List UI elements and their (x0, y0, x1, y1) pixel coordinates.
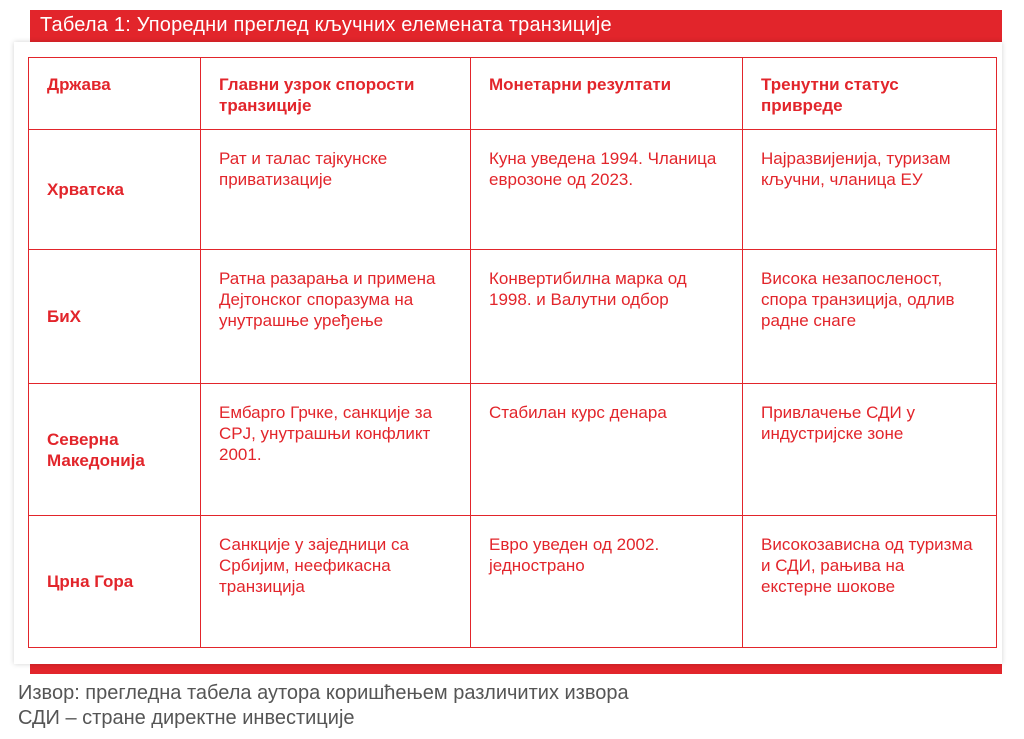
cause-cell: Ембарго Грчке, санкције за СРЈ, унутрашњи конфликт 2001. (201, 384, 471, 516)
monetary-cell: Стабилан курс денара (471, 384, 743, 516)
country-cell: Хрватска (29, 130, 201, 250)
header-monetary-results: Монетарни резултати (471, 58, 743, 130)
cause-cell: Санкције у заједници са Србијим, неефикасна транзиција (201, 516, 471, 648)
table-row (29, 516, 997, 648)
header-country: Држава (29, 58, 201, 130)
status-cell: Висока незапосленост, спора транзиција, одлив радне снаге (743, 250, 997, 384)
table-title: Табела 1: Упоредни преглед кључних елемената транзиције (40, 14, 612, 36)
table-row (29, 384, 997, 516)
table-panel (14, 42, 1002, 664)
header-economy-status: Тренутни статус привреде (743, 58, 997, 130)
source-note: Извор: прегледна табела аутора коришћењем различитих извора (18, 682, 629, 704)
status-cell: Високозависна од туризма и СДИ, рањива на екстерне шокове (743, 516, 997, 648)
status-cell: Најразвијенија, туризам кључни, чланица ЕУ (743, 130, 997, 250)
table-row (29, 250, 997, 384)
comparison-table (28, 57, 997, 648)
cause-cell: Рат и талас тајкунске приватизације (201, 130, 471, 250)
country-cell: Црна Гора (29, 516, 201, 648)
status-cell: Привлачење СДИ у индустријске зоне (743, 384, 997, 516)
monetary-cell: Евро уведен од 2002. једнострано (471, 516, 743, 648)
country-cell: Северна Македонија (29, 384, 201, 516)
table-footnotes (18, 681, 629, 731)
monetary-cell: Куна уведена 1994. Чланица еврозоне од 2023. (471, 130, 743, 250)
table-header-row (29, 58, 997, 130)
header-main-cause: Главни узрок спорости транзиције (201, 58, 471, 130)
table-row (29, 130, 997, 250)
cause-cell: Ратна разарања и примена Дејтонског споразума на унутрашње уређење (201, 250, 471, 384)
abbreviation-note: СДИ – стране директне инвестиције (18, 707, 355, 729)
country-cell: БиХ (29, 250, 201, 384)
monetary-cell: Конвертибилна марка од 1998. и Валутни одбор (471, 250, 743, 384)
